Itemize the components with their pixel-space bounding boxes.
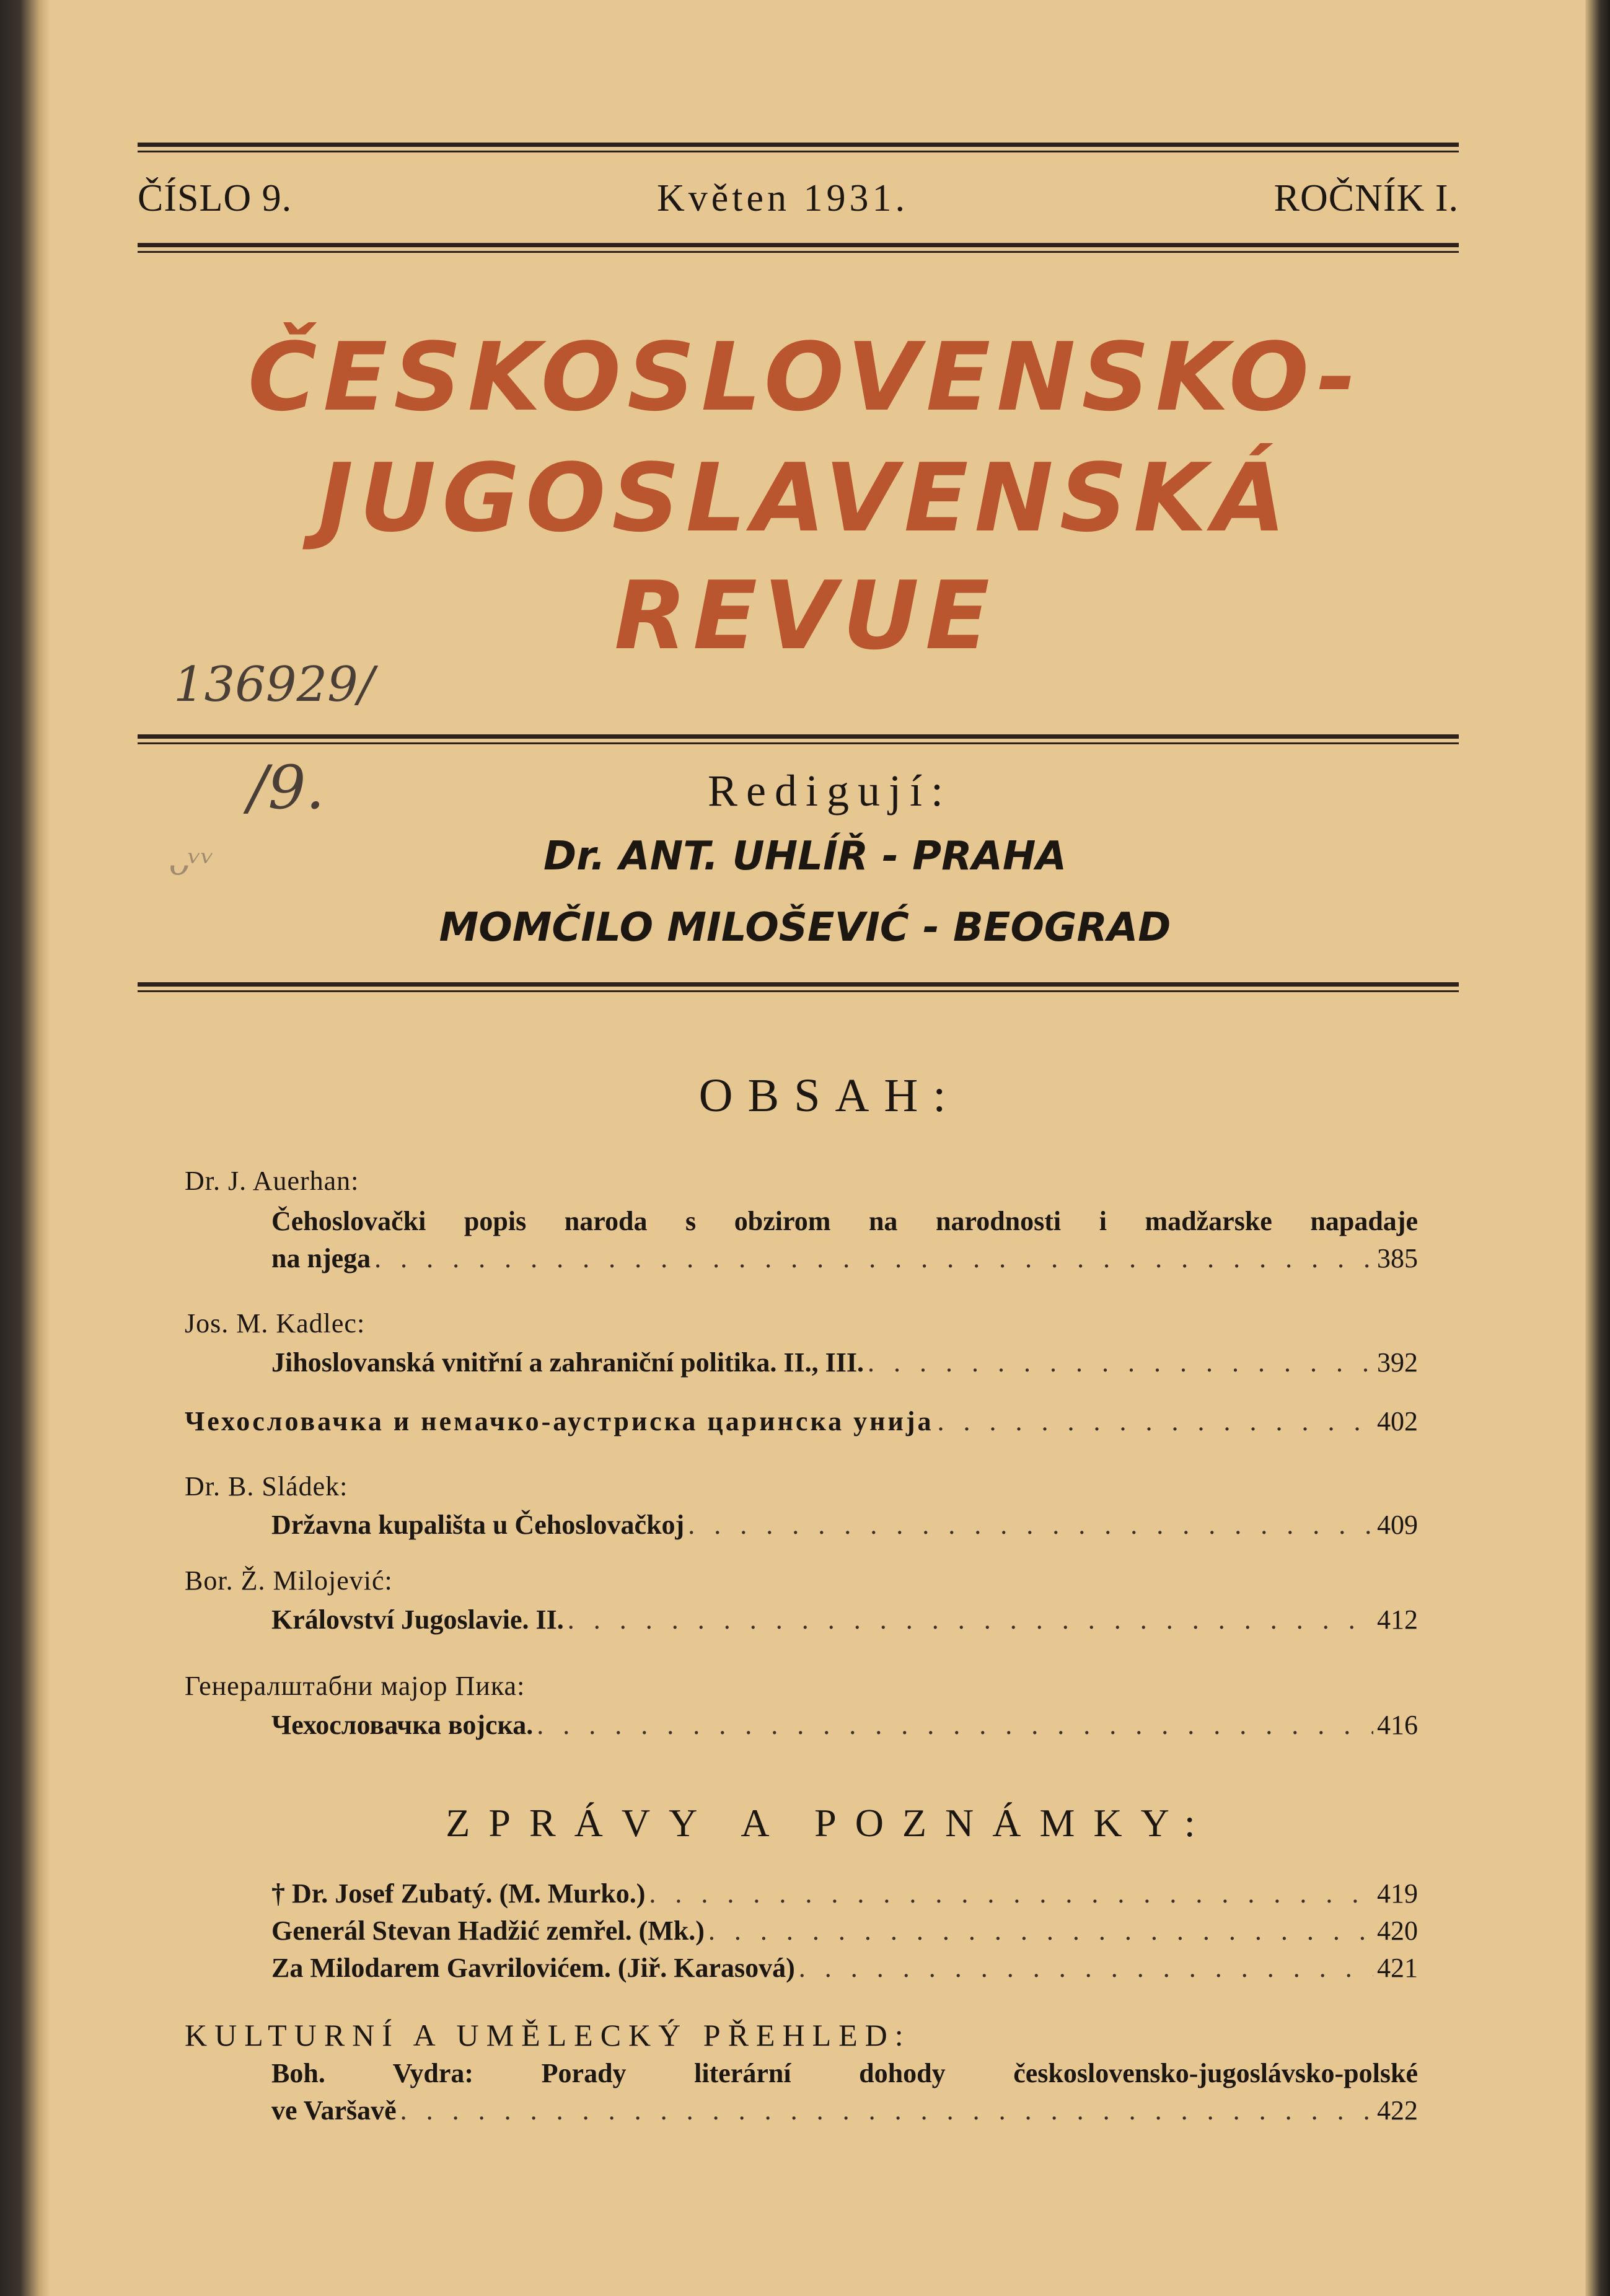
toc-author-pika: Генералштабни мајор Пика: <box>185 1671 526 1701</box>
handwritten-fraction: /9. <box>248 753 325 822</box>
toc-author-kadlec: Jos. M. Kadlec: <box>185 1308 366 1339</box>
leader-dots <box>799 1952 1373 1984</box>
news-page: 421 <box>1377 1953 1418 1983</box>
leader-dots <box>688 1509 1373 1541</box>
toc-title: Чехословачка и немачко-аустриска царинска унија <box>185 1406 934 1436</box>
toc-entry-milojevic <box>271 1604 1418 1635</box>
header-bottom-rule <box>138 243 1459 253</box>
news-title: Za Milodarem Gavrilovićem. (Jiř. Karasová) <box>271 1953 795 1983</box>
leader-dots <box>868 1347 1373 1378</box>
toc-page: 402 <box>1377 1406 1418 1436</box>
leader-dots <box>649 1878 1373 1909</box>
faint-pencil-mark: ᴗᵛᵛ <box>167 843 214 883</box>
contents-heading: OBSAH: <box>698 1070 961 1122</box>
toc-title: Jihoslovanská vnitřní a zahraniční politika. II., III. <box>271 1347 864 1378</box>
culture-heading: KULTURNÍ A UMĚLECKÝ PŘEHLED: <box>185 2018 911 2052</box>
toc-page: 412 <box>1377 1604 1418 1635</box>
editor-belgrade: MOMČILO MILOŠEVIĆ - BEOGRAD <box>439 905 1171 951</box>
leader-dots <box>708 1915 1373 1946</box>
toc-title-auerhan-line1: Čehoslovački popis naroda s obzirom na narodnosti i madžarske napadaje <box>271 1206 1418 1236</box>
toc-title: Državna kupališta u Čehoslovačkoj <box>271 1510 685 1540</box>
volume-number: ROČNÍK I. <box>1273 177 1459 219</box>
toc-page: 392 <box>1377 1347 1418 1378</box>
news-entry-hadzic <box>271 1915 1418 1946</box>
toc-author-auerhan: Dr. J. Auerhan: <box>185 1166 359 1196</box>
journal-title-line2: JUGOSLAVENSKÁ <box>318 443 1292 553</box>
leader-dots <box>568 1604 1373 1635</box>
toc-author-milojevic: Bor. Ž. Milojević: <box>185 1565 393 1596</box>
header-top-rule <box>138 143 1459 152</box>
toc-title: Чехословачка војска. <box>271 1710 534 1740</box>
toc-entry-sladek <box>271 1509 1418 1541</box>
culture-page: 422 <box>1377 2095 1418 2126</box>
news-entry-gavrilovic <box>271 1952 1418 1984</box>
issue-number: ČÍSLO 9. <box>138 177 293 219</box>
handwritten-shelf-number: 136929/ <box>174 657 375 713</box>
leader-dots <box>400 2095 1373 2126</box>
journal-title-line3: REVUE <box>614 561 996 671</box>
toc-entry-auerhan <box>271 1243 1418 1274</box>
news-page: 420 <box>1377 1916 1418 1946</box>
editors-label: Redigují: <box>708 766 952 816</box>
news-entry-zubaty <box>271 1878 1418 1909</box>
editors-bottom-rule <box>138 982 1459 992</box>
news-page: 419 <box>1377 1878 1418 1909</box>
editor-prague: Dr. ANT. UHLÍŘ - PRAHA <box>543 834 1067 879</box>
toc-entry-kadlec <box>271 1347 1418 1378</box>
news-title: † Dr. Josef Zubatý. (M. Murko.) <box>271 1878 646 1909</box>
news-heading: ZPRÁVY A POZNÁMKY: <box>446 1801 1214 1845</box>
toc-entry-customs-union <box>185 1405 1418 1437</box>
toc-page: 385 <box>1377 1243 1418 1273</box>
issue-date: Květen 1931. <box>657 177 909 219</box>
toc-page: 416 <box>1377 1710 1418 1740</box>
toc-entry-pika <box>271 1709 1418 1741</box>
culture-entry-vydra <box>271 2095 1418 2126</box>
editors-top-rule <box>138 734 1459 744</box>
toc-author-sladek: Dr. B. Sládek: <box>185 1471 348 1502</box>
toc-page: 409 <box>1377 1510 1418 1540</box>
culture-entry-line1: Boh. Vydra: Porady literární dohody československo-jugoslávsko-polské <box>271 2058 1418 2088</box>
leader-dots <box>938 1405 1374 1437</box>
journal-title-line1: ČESKOSLOVENSKO- <box>247 322 1363 432</box>
news-title: Generál Stevan Hadžić zemřel. (Mk.) <box>271 1916 705 1946</box>
leader-dots <box>374 1243 1373 1274</box>
toc-title: Království Jugoslavie. II. <box>271 1604 564 1635</box>
toc-title: na njega <box>271 1243 371 1273</box>
culture-title: ve Varšavě <box>271 2095 397 2126</box>
leader-dots <box>537 1709 1373 1741</box>
